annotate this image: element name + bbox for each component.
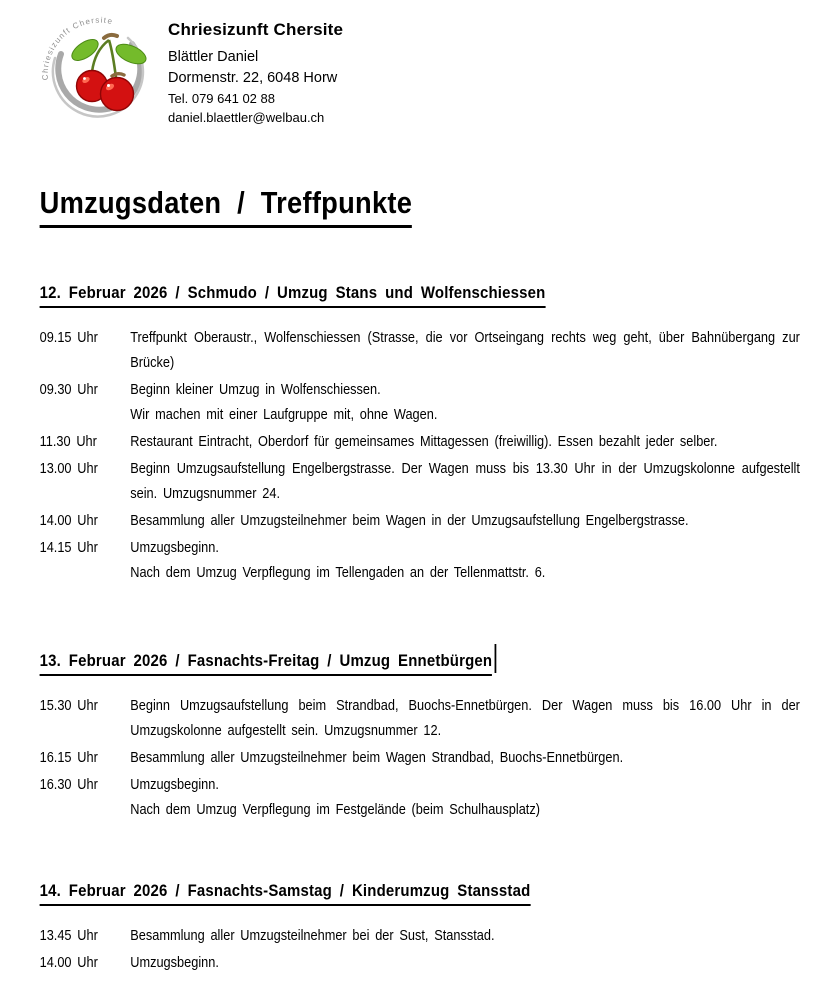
- entry-time: 11.30 Uhr: [39, 434, 97, 450]
- entry-description: [130, 457, 800, 507]
- entry-description: [130, 773, 800, 823]
- schedule-entry: [40, 326, 800, 376]
- event-section: [40, 283, 800, 586]
- logo-arc-text: Chriesizunft Chersite: [40, 15, 114, 81]
- entry-time: 14.00 Uhr: [39, 955, 98, 971]
- entry-time: 13.45 Uhr: [39, 928, 98, 944]
- entry-time: 14.15 Uhr: [39, 540, 98, 556]
- entry-text-line: Besammlung aller Umzugsteilnehmer beim Wagen Strandbad, Buochs-Ennetbürgen.: [130, 750, 624, 766]
- entry-text-line: Wir machen mit einer Laufgruppe mit, ohne Wagen.: [130, 407, 438, 423]
- entry-time: 15.30 Uhr: [39, 698, 98, 714]
- cherry-logo-icon: [38, 14, 162, 126]
- section-heading: [40, 881, 800, 906]
- entry-time: 14.00 Uhr: [39, 513, 98, 529]
- page-title-text: Umzugsdaten / Treffpunkte: [40, 185, 413, 228]
- section-heading-text: 13. Februar 2026 / Fasnachts-Freitag / Umzug Ennetbürgen: [40, 651, 493, 676]
- entry-description: [130, 694, 800, 744]
- entry-list: [40, 326, 800, 586]
- entry-list: [40, 694, 800, 823]
- entry-text-line: Treffpunkt Oberaustr., Wolfenschiessen (Strasse, die vor Ortseingang rechts weg geht, über Bahnübergang zur Brücke): [130, 330, 800, 371]
- contact-person: Blättler Daniel: [168, 49, 259, 65]
- entry-description: [130, 378, 800, 428]
- entry-time: 09.30 Uhr: [39, 382, 98, 398]
- entry-list: [40, 924, 800, 976]
- section-heading: [40, 644, 800, 676]
- entry-description: [130, 326, 800, 376]
- entry-text-line: Umzugsbeginn.: [130, 540, 219, 556]
- entry-description: [130, 509, 800, 534]
- entry-text-line: Umzugsbeginn.: [130, 955, 219, 971]
- org-name: Chriesizunft Chersite: [168, 20, 344, 39]
- document-content: [0, 185, 832, 976]
- contact-block: [162, 14, 343, 127]
- entry-time: 09.15 Uhr: [39, 330, 98, 346]
- schedule-entry: [40, 536, 800, 586]
- contact-email: daniel.blaettler@welbau.ch: [168, 110, 325, 125]
- entry-text-line: Beginn kleiner Umzug in Wolfenschiessen.: [130, 382, 381, 398]
- entry-text-line: Umzugsbeginn.: [130, 777, 219, 793]
- schedule-entry: [40, 457, 800, 507]
- entry-description: [130, 746, 800, 771]
- entry-text-line: Besammlung aller Umzugsteilnehmer beim Wagen in der Umzugsaufstellung Engelbergstrasse.: [130, 513, 689, 529]
- entry-text-line: Besammlung aller Umzugsteilnehmer bei der Sust, Stansstad.: [130, 928, 495, 944]
- entry-text-line: Restaurant Eintracht, Oberdorf für gemeinsames Mittagessen (freiwillig). Essen bezahlt jeder selber.: [130, 434, 718, 450]
- text-cursor: [495, 644, 497, 673]
- entry-time: 16.15 Uhr: [39, 750, 98, 766]
- event-section: [40, 881, 800, 976]
- schedule-entry: [40, 509, 800, 534]
- section-heading-text: 14. Februar 2026 / Fasnachts-Samstag / Kinderumzug Stansstad: [40, 881, 531, 906]
- entry-time: 16.30 Uhr: [39, 777, 98, 793]
- entry-description: [130, 430, 800, 455]
- entry-text-line: Nach dem Umzug Verpflegung im Festgelände (beim Schulhausplatz): [130, 802, 540, 818]
- org-logo: [38, 14, 162, 126]
- schedule-entry: [40, 430, 800, 455]
- schedule-entry: [40, 773, 800, 823]
- entry-text-line: Beginn Umzugsaufstellung Engelbergstrasse. Der Wagen muss bis 13.30 Uhr in der Umzugskolonne aufgestellt sein. Umzugsnummer 24.: [130, 461, 800, 502]
- schedule-entry: [40, 924, 800, 949]
- contact-address: Dormenstr. 22, 6048 Horw: [168, 70, 338, 86]
- entry-text-line: Beginn Umzugsaufstellung beim Strandbad, Buochs-Ennetbürgen. Der Wagen muss bis 16.00 Uhr in der Umzugskolonne aufgestellt sein. Umzugsnummer 12.: [130, 698, 800, 739]
- schedule-entry: [40, 378, 800, 428]
- entry-time: 13.00 Uhr: [39, 461, 98, 477]
- section-heading: [40, 283, 800, 308]
- entry-text-line: Nach dem Umzug Verpflegung im Tellengaden an der Tellenmattstr. 6.: [130, 565, 546, 581]
- schedule-entry: [40, 694, 800, 744]
- letterhead: [0, 0, 832, 128]
- event-section: [40, 644, 800, 823]
- schedule-sections: [40, 283, 800, 976]
- entry-description: [130, 951, 800, 976]
- section-heading-text: 12. Februar 2026 / Schmudo / Umzug Stans und Wolfenschiessen: [40, 283, 546, 308]
- schedule-entry: [40, 951, 800, 976]
- contact-phone: Tel. 079 641 02 88: [168, 91, 275, 106]
- entry-description: [130, 536, 800, 586]
- entry-description: [130, 924, 800, 949]
- page-title: [40, 185, 800, 228]
- schedule-entry: [40, 746, 800, 771]
